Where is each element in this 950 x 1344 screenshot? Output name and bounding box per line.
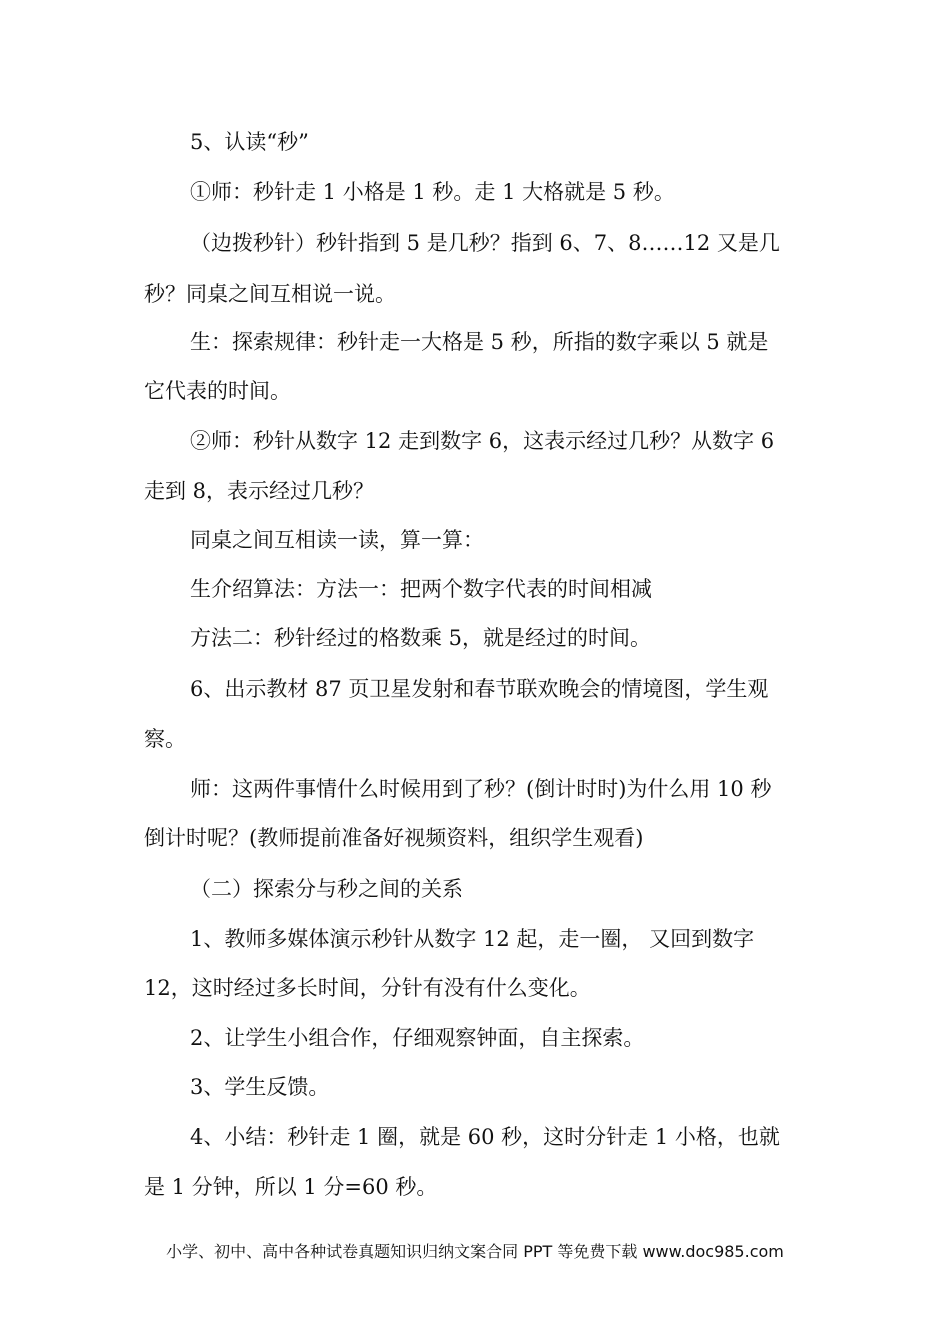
page-footer: 小学、初中、高中各种试卷真题知识归纳文案合同 PPT 等免费下载 www.doc985.com — [166, 1242, 784, 1261]
text-line-19: 2、让学生小组合作，仔细观察钟面，自主探索。 — [190, 1026, 645, 1050]
text-line-9: 同桌之间互相读一读，算一算： — [190, 528, 484, 552]
text-line-15: 倒计时呢？(教师提前准备好视频资料，组织学生观看) — [144, 826, 644, 850]
text-line-8: 走到 8，表示经过几秒？ — [144, 479, 375, 503]
text-line-10: 生介绍算法：方法一：把两个数字代表的时间相减 — [190, 577, 652, 601]
text-line-17: 1、教师多媒体演示秒针从数字 12 起，走一圈， 又回到数字 — [190, 927, 755, 951]
text-line-14: 师：这两件事情什么时候用到了秒？(倒计时时)为什么用 10 秒 — [190, 777, 772, 801]
text-line-5: 生：探索规律：秒针走一大格是 5 秒，所指的数字乘以 5 就是 — [190, 330, 769, 354]
text-line-18: 12，这时经过多长时间，分针有没有什么变化。 — [144, 976, 591, 1000]
text-line-3: （边拨秒针）秒针指到 5 是几秒？指到 6、7、8……12 又是几 — [190, 231, 780, 255]
text-line-1: 5、认读“秒” — [190, 130, 309, 154]
text-line-6: 它代表的时间。 — [144, 379, 291, 403]
text-line-2: ①师：秒针走 1 小格是 1 秒。走 1 大格就是 5 秒。 — [190, 180, 675, 204]
text-line-4: 秒？同桌之间互相说一说。 — [144, 282, 396, 306]
text-line-13: 察。 — [144, 727, 186, 751]
text-line-22: 是 1 分钟，所以 1 分=60 秒。 — [144, 1175, 438, 1199]
text-line-21: 4、小结：秒针走 1 圈，就是 60 秒，这时分针走 1 小格，也就 — [190, 1125, 780, 1149]
text-line-7: ②师：秒针从数字 12 走到数字 6，这表示经过几秒？从数字 6 — [190, 429, 775, 453]
section-heading: （二）探索分与秒之间的关系 — [190, 877, 463, 901]
text-line-11: 方法二：秒针经过的格数乘 5，就是经过的时间。 — [190, 626, 652, 650]
text-line-12: 6、出示教材 87 页卫星发射和春节联欢晚会的情境图，学生观 — [190, 677, 769, 701]
text-line-20: 3、学生反馈。 — [190, 1075, 330, 1099]
